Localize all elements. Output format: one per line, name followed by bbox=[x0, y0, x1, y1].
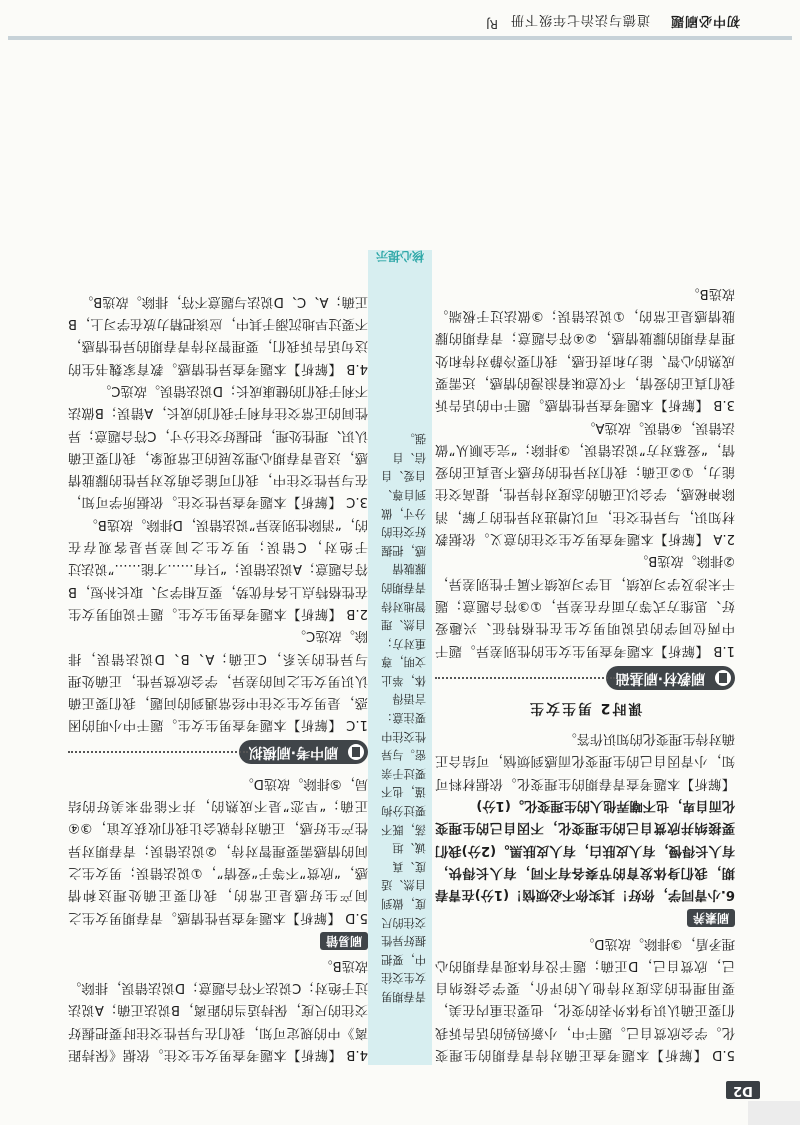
right-column bbox=[68, 70, 368, 1065]
left-column bbox=[435, 70, 735, 1065]
answer-r3: 3.C 【解析】本题考查异性交往。依据所学可知，在与异性交往中，我们可能会萌发对异性的朦胧情感，这是青春期心理发展的正常现象，我们要正确认识、理性处理，把握好交往分寸，C符合题意；异性间的正常交往有利于我们的成长，A错误；B做法不利于我们的健康成长；D说法错误。故选C。 bbox=[68, 382, 368, 510]
page-header bbox=[0, 6, 800, 34]
answer-r1: 1.C 【解析】本题考查男生女生。题干中小明的困惑，是男女生交往中经常遇到的问题，我们要正确认识男女生之间的差异，学会欣赏异性，正确处理与异性的关系，C正确；A、B、D说法错误，排除。故选C。 bbox=[68, 628, 368, 733]
answer-l1: 1.B 【解析】本题考查男生女生的性别差异。题干中两位同学的话说明男女生在性格特征、兴趣爱好、思维方式等方面存在差异，①③符合题意；题干未涉及学习成绩，且学习成绩不属于性别差异，②排除。故选B。 bbox=[435, 553, 735, 658]
answer-r4b: 4.B 【解析】本题考查异性情感。教育家魏书生的这句话告诉我们，要理智对待青春期的异性情感，不要过早地沉溺于其中，应该把精力放在学习上，B正确；A、C、D说法与题意不符，排除。故选B。 bbox=[68, 293, 368, 376]
answer-r2: 2.B 【解析】本题考查男生女生。题干说明男女生在性格特点上各有优势，要互相学习、取长补短，B符合题意；A说法错误；“只有……才能……”说法过于绝对，C错误；男女生之间差异是客观存在的，“消除性别差异”说法错误，D排除。故选B。 bbox=[68, 516, 368, 621]
section-header-zhongkao bbox=[68, 739, 368, 765]
header-rule bbox=[8, 36, 792, 40]
badge-suyang-label: 刷素养 bbox=[687, 909, 735, 927]
answer-q6: 6.小青同学，你好！其实你不必烦恼！(1分)在青春期，我们身体发育的节奏各有不同，有人长得快，有人长得慢，有人皮肤白，有人皮肤黑。(2分)我们要接纳并欣赏自己的生理变化，不因自己的生理变化而自卑，也不嘲弄他人的生理变化。(1分) bbox=[435, 798, 735, 903]
badge-suyang bbox=[435, 905, 735, 931]
answer-r4: 4.B 【解析】本题考查男女生交往。依据《保持距离》中的规定可知，我们在与异性交往时要把握好交往的尺度，保持适当的距离，B说法正确；A说法过于绝对；C说法不符合题意；D说法错误，排除。故选B。 bbox=[68, 957, 368, 1062]
section-label: 刷中考·刷模拟 bbox=[248, 744, 338, 761]
lesson-title: 课时2 男生女生 bbox=[527, 699, 643, 716]
section-badge bbox=[239, 740, 368, 764]
book-icon bbox=[715, 670, 731, 686]
answer-l3: 3.B 【解析】本题考查异性情感。题干中的话告诉我们真正的爱情，不仅意味着浪漫的情感，还需要成熟的心智、能力和责任感，我们要冷静对待和处理青春期的朦胧情感，②④符合题意；青春期的朦胧情感是正常的，①说法错误；③做法过于极端。故选B。 bbox=[435, 285, 735, 413]
answer-q6-analysis: 【解析】本题考查青春期的生理变化。依据材料可知，小青因自己的生理变化而感到烦恼，可结合正确对待生理变化的知识作答。 bbox=[435, 731, 735, 791]
section-label: 刷教材·刷基础 bbox=[615, 669, 705, 686]
subject-title: 道德与法治七年级下册 bbox=[509, 12, 650, 27]
badge-yicuo bbox=[68, 928, 368, 954]
answer-r5: 5.D 【解析】本题考查异性情感。青春期男女生之间产生好感是正常的，我们要正确处理这种情感，“欣赏”不等于“爱情”，①说法错误；男女生之间的情感需要理智对待，②说法错误；青春期对异性产生好感，正确对待就会让我们收获友谊，③④正确；“早恋”是不成熟的，并不能带来美好的结局，⑤排除。故选D。 bbox=[68, 775, 368, 925]
section-divider bbox=[68, 751, 248, 753]
answer-q5: 5.D 【解析】本题考查正确对待青春期的生理变化。学会欣赏自己。题干中，小新妈妈的话告诉我们要正确认识身体外表的变化，也要注重内在美，要用理性的态度对待他人的评价，要学会接纳自己，欣赏自己，D正确；题干没有体现青春期的心理矛盾，③排除。故选D。 bbox=[435, 935, 735, 1062]
section-header-jiaocai bbox=[435, 665, 735, 691]
corner-tab bbox=[748, 1101, 800, 1125]
page-number: D2 bbox=[726, 1081, 760, 1099]
book-icon bbox=[348, 744, 364, 760]
section-badge bbox=[606, 666, 735, 690]
tip-sidebar bbox=[368, 250, 432, 1065]
badge-yicuo-label: 刷易错 bbox=[320, 932, 368, 950]
book-title: 初中必刷题 bbox=[669, 13, 740, 28]
edition-label: RJ bbox=[486, 17, 498, 31]
answer-l2: 2.A 【解析】本题考查男女生交往的意义。依据教材知识，与异性交往，可以增进对异性的了解，消除神秘感，学会以正确的态度对待异性，提高交往能力，①②正确；我们对异性的好感不是真正的爱情，“爱慕对方”说法错误，③排除；“完全顺从”做法错误，④错误。故选A。 bbox=[435, 419, 735, 547]
tip-title: 核心提示 bbox=[376, 249, 425, 263]
section-divider bbox=[435, 677, 615, 679]
tip-body: 青春期男女生交往中，要把握好异性交往的尺度，做到自然、适度、真诚、坦荡，既不要过分拘谨，也不要过于亲密。与异性交往中要注意：言语得体，举止文明，尊重对方；自然、理智地对待青春期的朦胧情感，把握好交往的分寸，做到自尊、自爱、自信、自强。 bbox=[381, 432, 426, 1003]
